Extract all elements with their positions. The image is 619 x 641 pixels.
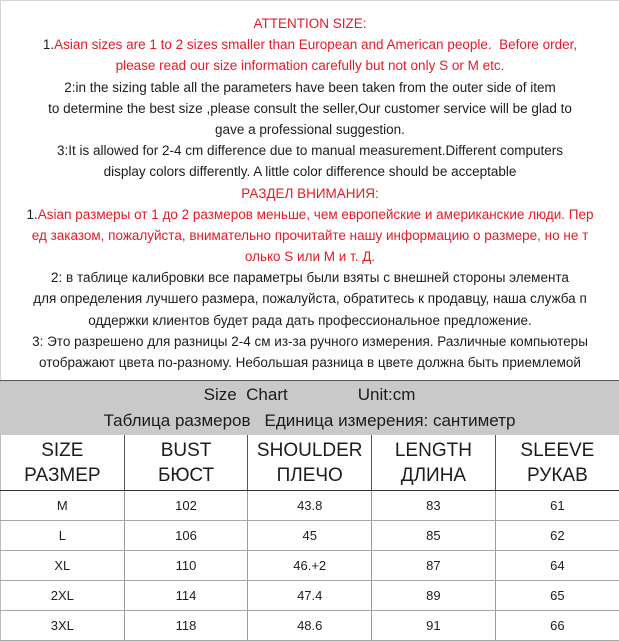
column-label-en: LENGTH bbox=[394, 440, 472, 462]
column-label-en: SHOULDER bbox=[256, 440, 363, 462]
size-table bbox=[0, 435, 619, 641]
size-cell: L bbox=[1, 520, 125, 550]
column-label-en: SIZE bbox=[41, 440, 84, 462]
notice-line bbox=[1, 161, 619, 182]
column-label-ru: ДЛИНА bbox=[400, 465, 467, 487]
column-header-bust bbox=[124, 435, 248, 490]
notice-line bbox=[1, 140, 619, 161]
notice-text: ATTENTION SIZE: bbox=[253, 16, 367, 31]
notice-line bbox=[1, 246, 619, 267]
bust-cell: 118 bbox=[124, 611, 248, 641]
notice-number: 1. bbox=[42, 37, 55, 53]
notice-text: ед заказом, пожалуйста, внимательно прочитайте нашу информацию о размере, но не т bbox=[31, 227, 589, 243]
bust-cell: 110 bbox=[124, 550, 248, 580]
shoulder-cell: 46.+2 bbox=[248, 550, 372, 580]
column-header-length bbox=[372, 435, 496, 490]
notice-line bbox=[1, 98, 619, 119]
table-row bbox=[1, 520, 619, 550]
column-header-shoulder bbox=[248, 435, 372, 490]
notice-text: Asian sizes are 1 to 2 sizes smaller than European and American people. Before order, bbox=[54, 37, 578, 53]
column-label-ru: РУКАВ bbox=[527, 465, 588, 487]
unit-label-en: Unit:cm bbox=[357, 385, 416, 404]
notice-text: display colors differently. A little color difference should be acceptable bbox=[103, 164, 517, 180]
chart-title-ru: Таблица размеров bbox=[103, 411, 251, 430]
bust-cell: 114 bbox=[124, 581, 248, 611]
length-cell: 85 bbox=[372, 520, 496, 550]
sleeve-cell: 66 bbox=[495, 611, 619, 641]
sleeve-cell: 61 bbox=[495, 490, 619, 520]
notice-text: 2:in the sizing table all the parameters have been taken from the outer side of item bbox=[64, 79, 556, 95]
bust-cell: 106 bbox=[124, 520, 248, 550]
notice-line bbox=[1, 34, 619, 55]
bust-cell: 102 bbox=[124, 490, 248, 520]
notice-text: олько S или M и т. Д. bbox=[244, 249, 376, 265]
notice-line bbox=[1, 77, 619, 98]
shoulder-cell: 48.6 bbox=[248, 611, 372, 641]
table-row bbox=[1, 581, 619, 611]
shoulder-cell: 43.8 bbox=[248, 490, 372, 520]
length-cell: 89 bbox=[372, 581, 496, 611]
notice-text: оддержки клиентов будет рада дать профессиональное предложение. bbox=[88, 312, 532, 328]
chart-title-en: Size Chart bbox=[203, 385, 288, 404]
notice-text: to determine the best size ,please consult the seller,Our customer service will be glad to bbox=[48, 100, 572, 116]
attention-title-en bbox=[1, 13, 619, 34]
notice-text: Asian размеры от 1 до 2 размеров меньше, чем европейские и американские люди. Пер bbox=[37, 206, 594, 222]
size-chart-header-band bbox=[0, 380, 619, 435]
column-header-size bbox=[1, 435, 125, 490]
notice-text: gave a professional suggestion. bbox=[215, 121, 405, 137]
column-label-ru: БЮСТ bbox=[157, 465, 215, 487]
table-row bbox=[1, 611, 619, 641]
size-chart-title-ru bbox=[0, 407, 619, 433]
notice-line bbox=[1, 352, 619, 373]
notice-line bbox=[1, 55, 619, 76]
notice-text: 2: в таблице калибровки все параметры были взяты с внешней стороны элемента bbox=[51, 270, 569, 286]
size-cell: 3XL bbox=[1, 611, 125, 641]
size-cell: XL bbox=[1, 550, 125, 580]
notice-number: 1. bbox=[26, 206, 38, 222]
notice-line bbox=[1, 204, 619, 225]
length-cell: 87 bbox=[372, 550, 496, 580]
table-row bbox=[1, 490, 619, 520]
sleeve-cell: 65 bbox=[495, 581, 619, 611]
shoulder-cell: 45 bbox=[248, 520, 372, 550]
size-cell: M bbox=[1, 490, 125, 520]
notice-text: РАЗДЕЛ ВНИМАНИЯ: bbox=[241, 185, 379, 201]
sleeve-cell: 64 bbox=[495, 550, 619, 580]
column-label-en: SLEEVE bbox=[520, 440, 595, 462]
notice-text: отображают цвета по-разному. Небольшая разница в цвете должна быть приемлемой bbox=[39, 355, 581, 370]
notice-line bbox=[1, 119, 619, 140]
notice-line bbox=[1, 310, 619, 331]
notice-line bbox=[1, 267, 619, 288]
size-cell: 2XL bbox=[1, 581, 125, 611]
sleeve-cell: 62 bbox=[495, 520, 619, 550]
notice-line bbox=[1, 225, 619, 246]
length-cell: 83 bbox=[372, 490, 496, 520]
notice-line bbox=[1, 331, 619, 352]
column-label-ru: РАЗМЕР bbox=[24, 465, 101, 487]
notice-text: please read our size information carefully but not only S or M etc. bbox=[115, 58, 505, 74]
shoulder-cell: 47.4 bbox=[248, 581, 372, 611]
column-label-en: BUST bbox=[160, 440, 212, 462]
size-chart-title-en bbox=[0, 381, 619, 407]
attention-title-ru bbox=[1, 183, 619, 204]
unit-label-ru: Единица измерения: сантиметр bbox=[264, 411, 516, 430]
length-cell: 91 bbox=[372, 611, 496, 641]
table-row bbox=[1, 550, 619, 580]
size-table-header bbox=[1, 435, 619, 490]
notice-line bbox=[1, 288, 619, 309]
notice-text: для определения лучшего размера, пожалуйста, обратитесь к продавцу, наша служба п bbox=[33, 291, 587, 307]
column-header-sleeve bbox=[495, 435, 619, 490]
notice-text: 3:It is allowed for 2-4 cm difference due to manual measurement.Different computers bbox=[57, 143, 563, 159]
notice-text: 3: Это разрешено для разницы 2-4 см из-за ручного измерения. Различные компьютеры bbox=[32, 333, 588, 349]
column-label-ru: ПЛЕЧО bbox=[276, 465, 343, 487]
